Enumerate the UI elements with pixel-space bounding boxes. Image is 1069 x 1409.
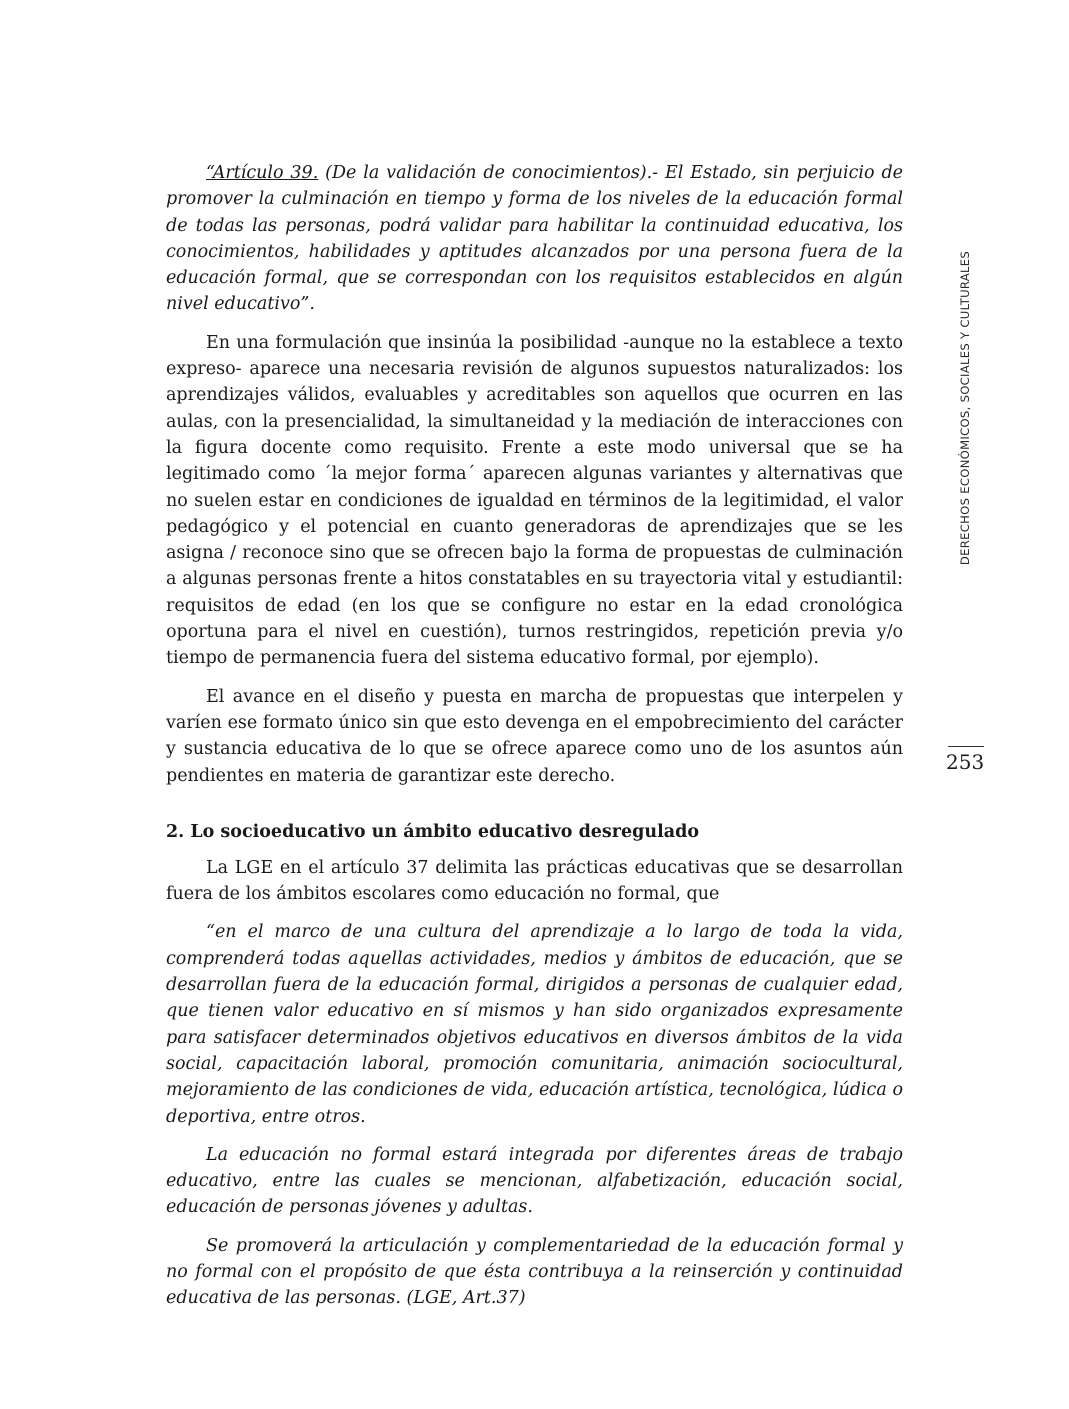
article-37-quote-part-2: La educación no formal estará integrada por diferentes áreas de trabajo educativo, entre las cuales se mencionan, alfabetización, educación social, educación de personas jóvenes y adultas.	[166, 1144, 903, 1218]
page-body	[166, 160, 903, 1324]
article-39-quote	[166, 160, 903, 318]
page-number: 253	[946, 750, 985, 774]
running-head-sidebar	[950, 248, 980, 568]
page-number-rule	[948, 746, 984, 747]
article-39-text: (De la validación de conocimientos).- El Estado, sin perjuicio de promover la culminación en tiempo y forma de los niveles de la educación formal de todas las personas, podrá validar para habilitar la continuidad educativa, los conocimientos, habilidades y aptitudes alcanzados por una persona fuera de la educación formal, que se correspondan con los requisitos establecidos en algún nivel educativo”.	[166, 163, 904, 315]
section-intro-paragraph: La LGE en el artículo 37 delimita las prácticas educativas que se desarrollan fuera de los ámbitos escolares como educación no formal, que	[166, 857, 903, 905]
body-paragraph-pending-issues: El avance en el diseño y puesta en marcha de propuestas que interpelen y varíen ese formato único sin que esto devenga en el empobrecimiento del carácter y sustancia educativa de lo que se ofrece aparece como uno de los asuntos aún pendientes en materia de garantizar este derecho.	[166, 686, 903, 786]
section-heading: 2. Lo socioeducativo un ámbito educativo desregulado	[166, 821, 699, 842]
running-head-text: DERECHOS ECONÓMICOS, SOCIALES Y CULTURALES	[958, 250, 972, 566]
article-39-reference: “Artículo 39.	[206, 163, 319, 183]
body-paragraph-formulation: En una formulación que insinúa la posibilidad -aunque no la establece a texto expreso- aparece una necesaria revisión de algunos supuestos naturalizados: los aprendizajes válidos, evaluables y acreditables son aquellos que ocurren en las aulas, con la presencialidad, la simultaneidad y la mediación de interacciones con la figura docente como requisito. Frente a este modo universal que se ha legitimado como ´la mejor forma´ aparecen algunas variantes y alternativas que no suelen estar en condiciones de igualdad en términos de la legitimidad, el valor pedagógico y el potencial en cuanto generadoras de aprendizajes que se les asigna / reconoce sino que se ofrecen bajo la forma de propuestas de culminación a algunas personas frente a hitos constatables en su trayectoria vital y estudiantil: requisitos de edad (en los que se configure no estar en la edad cronológica oportuna para el nivel en cuestión), turnos restringidos, repetición previa y/o tiempo de permanencia fuera del sistema educativo formal, por ejemplo).	[166, 332, 903, 669]
article-37-quote-part-3: Se promoverá la articulación y complementariedad de la educación formal y no formal con el propósito de que ésta contribuya a la reinserción y continuidad educativa de las personas. (LGE, Art.37)	[166, 1235, 903, 1309]
article-37-quote-part-1: “en el marco de una cultura del aprendizaje a lo largo de toda la vida, comprenderá todas aquellas actividades, medios y ámbitos de educación, que se desarrollan fuera de la educación formal, dirigidos a personas de cualquier edad, que tienen valor educativo en sí mismos y han sido organizados expresamente para satisfacer determinados objetivos educativos en diversos ámbitos de la vida social, capacitación laboral, promoción comunitaria, animación sociocultural, mejoramiento de las condiciones de vida, educación artística, tecnológica, lúdica o deportiva, entre otros.	[166, 922, 903, 1127]
